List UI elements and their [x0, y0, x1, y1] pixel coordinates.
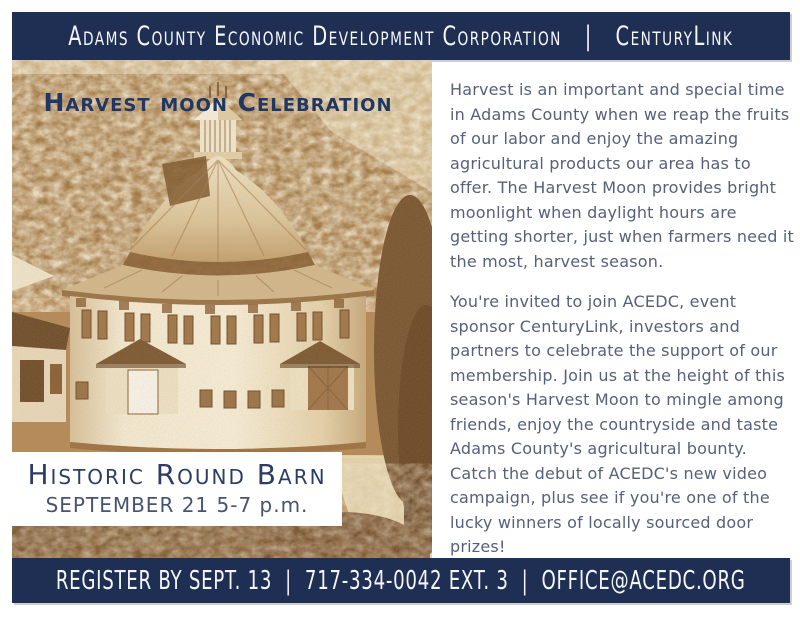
top-banner-text: Adams County Economic Development Corporation | CenturyLink — [68, 20, 734, 52]
event-datetime: SEPTEMBER 21 5-7 p.m. — [45, 493, 309, 517]
round-barn-photo — [12, 60, 432, 558]
top-banner — [12, 12, 790, 60]
photo-title: Harvest moon Celebration — [43, 88, 393, 117]
event-location: Historic Round Barn — [27, 458, 327, 491]
body-paragraph-1: Harvest is an important and special time in Adams County when we reap the fruits of our labor and enjoy the amazing agricultural products our area has to offer. The Harvest Moon provides bright moonlight when daylight hours are getting shorter, just when farmers need it the most, harvest season. — [450, 80, 795, 271]
body-paragraph-2: You're invited to join ACEDC, event sponsor CenturyLink, investors and partners to celebrate the support of our membership. Join us at the height of this season's Harvest Moon to mingle among friends, enjoy the countryside and taste Adams County's agricultural bounty. Catch the debut of ACEDC's new video campaign, plus see if you're one of the lucky winners of locally sourced door prizes! — [450, 292, 786, 556]
event-info-box — [12, 452, 342, 526]
bottom-banner-text: REGISTER BY SEPT. 13 | 717-334-0042 EXT. 3 | OFFICE@ACEDC.ORG — [56, 565, 746, 596]
bottom-banner — [12, 558, 790, 603]
body-copy — [450, 78, 796, 556]
